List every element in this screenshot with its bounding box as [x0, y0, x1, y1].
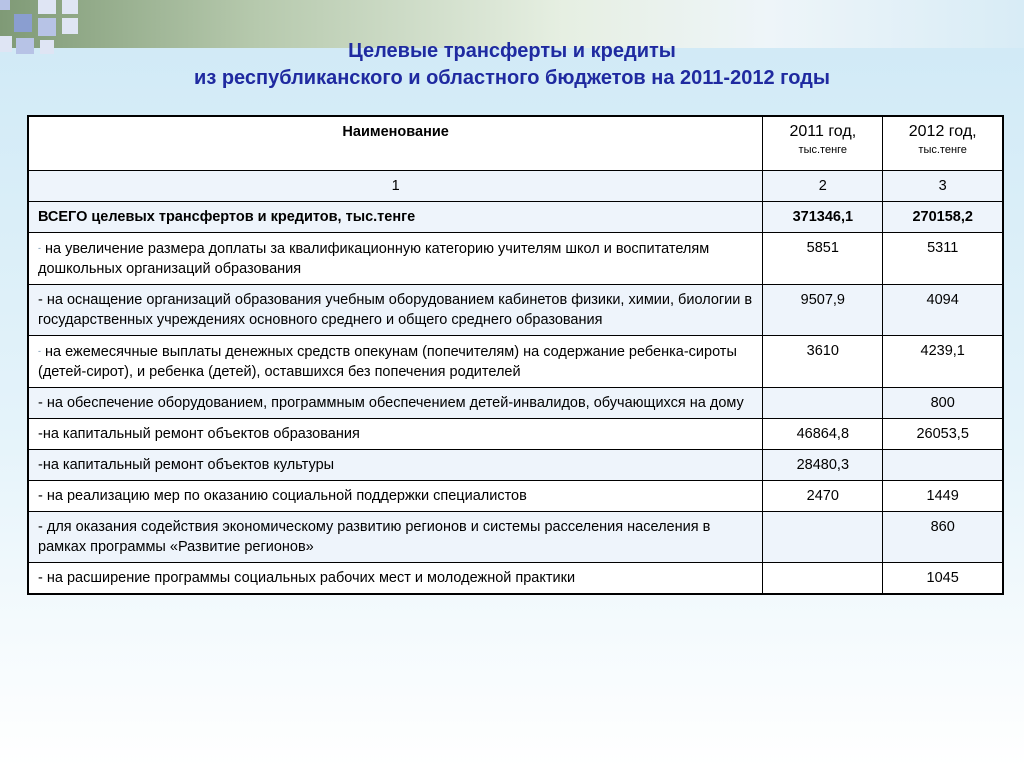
header-2011-unit: тыс.тенге: [798, 144, 848, 156]
header-2011: [763, 116, 883, 170]
row-value-2012: 800: [883, 387, 1003, 418]
deco-square: [62, 0, 78, 14]
page-title: [0, 38, 1024, 92]
numbering-row: [28, 170, 1003, 201]
row-dash: -: [38, 345, 41, 356]
row-label: - на обеспечение оборудованием, программным обеспечением детей-инвалидов, обучающихся на дому: [38, 394, 744, 411]
table-header-row: [28, 116, 1003, 170]
numbering-cell: 3: [883, 170, 1003, 201]
row-label: на увеличение размера доплаты за квалификационную категорию учителям школ и воспитателям дошкольных организаций образования: [38, 240, 710, 277]
row-value-2011: [763, 387, 883, 418]
row-value-2012: 5311: [883, 232, 1003, 284]
title-line-1: Целевые трансферты и кредиты: [348, 40, 676, 62]
row-value-2011: 2470: [763, 480, 883, 511]
total-row: [28, 201, 1003, 232]
row-value-2011: [763, 562, 883, 594]
deco-square: [0, 0, 10, 10]
row-label: - на расширение программы социальных рабочих мест и молодежной практики: [38, 569, 576, 586]
deco-square: [14, 14, 32, 32]
row-value-2011: 5851: [763, 232, 883, 284]
row-label: -на капитальный ремонт объектов образования: [38, 425, 360, 442]
row-label: - на реализацию мер по оказанию социальной поддержки специалистов: [38, 487, 527, 504]
table-row: [28, 284, 1003, 335]
row-label-cell: [28, 449, 763, 480]
row-label: -на капитальный ремонт объектов культуры: [38, 456, 335, 473]
row-dash: -: [38, 242, 41, 253]
deco-square: [38, 18, 56, 36]
total-label: ВСЕГО целевых трансфертов и кредитов, тыс.тенге: [28, 201, 763, 232]
table-row: [28, 562, 1003, 594]
numbering-cell: 1: [28, 170, 763, 201]
header-name-label: Наименование: [342, 124, 449, 140]
row-label-cell: [28, 511, 763, 562]
table-row: [28, 335, 1003, 387]
header-2012-year: 2012 год,: [908, 123, 977, 140]
row-value-2011: 28480,3: [763, 449, 883, 480]
table-row: [28, 418, 1003, 449]
row-value-2011: 3610: [763, 335, 883, 387]
row-value-2012: 1449: [883, 480, 1003, 511]
header-2012: [883, 116, 1003, 170]
row-value-2011: 46864,8: [763, 418, 883, 449]
row-value-2012: [883, 449, 1003, 480]
row-value-2012: 860: [883, 511, 1003, 562]
row-value-2012: 4094: [883, 284, 1003, 335]
header-2011-year: 2011 год,: [789, 123, 857, 140]
title-line-2: из республиканского и областного бюджетов на 2011-2012 годы: [194, 67, 830, 89]
deco-square: [38, 0, 56, 14]
row-label: на ежемесячные выплаты денежных средств опекунам (попечителям) на содержание ребенка-сироты (детей-сирот), и ребенка (детей), оставшихся без попечения родителей: [38, 343, 737, 380]
row-label-cell: [28, 562, 763, 594]
row-label: - для оказания содействия экономическому развитию регионов и системы расселения населения в рамках программы «Развитие регионов»: [38, 518, 711, 555]
row-label-cell: [28, 232, 763, 284]
row-value-2011: 9507,9: [763, 284, 883, 335]
table-row: [28, 232, 1003, 284]
table-row: [28, 480, 1003, 511]
row-value-2012: 4239,1: [883, 335, 1003, 387]
deco-square: [62, 18, 78, 34]
row-label-cell: [28, 418, 763, 449]
row-value-2012: 26053,5: [883, 418, 1003, 449]
row-label-cell: [28, 335, 763, 387]
row-label-cell: [28, 284, 763, 335]
row-label-cell: [28, 480, 763, 511]
table-row: [28, 511, 1003, 562]
header-name: [28, 116, 763, 170]
numbering-cell: 2: [763, 170, 883, 201]
table-row: [28, 387, 1003, 418]
header-2012-unit: тыс.тенге: [918, 144, 967, 156]
total-2012: 270158,2: [883, 201, 1003, 232]
total-2011: 371346,1: [763, 201, 883, 232]
row-label-cell: [28, 387, 763, 418]
row-value-2011: [763, 511, 883, 562]
budget-table: [27, 115, 1004, 595]
row-value-2012: 1045: [883, 562, 1003, 594]
table-row: [28, 449, 1003, 480]
row-label: - на оснащение организаций образования учебным оборудованием кабинетов физики, химии, биологии в государственных учреждениях основного среднего и общего среднего образования: [38, 291, 753, 328]
